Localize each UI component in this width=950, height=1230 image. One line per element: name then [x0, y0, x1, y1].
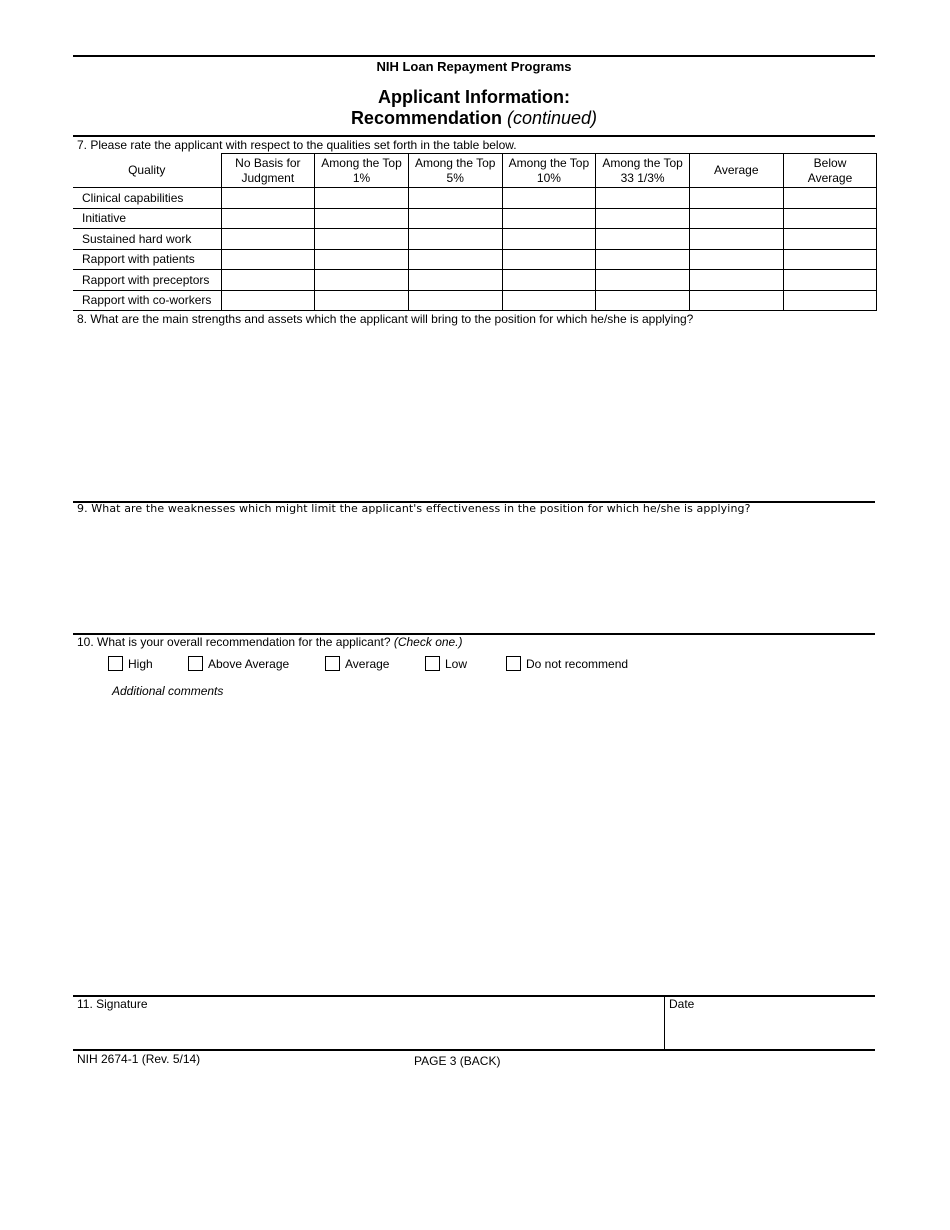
col-header-below-average: Below Average [783, 154, 877, 188]
rating-cell[interactable] [596, 229, 690, 250]
rating-cell[interactable] [596, 208, 690, 229]
rating-cell[interactable] [502, 188, 596, 209]
rating-cell[interactable] [596, 249, 690, 270]
option-above-average[interactable]: Above Average [188, 656, 289, 671]
rating-cell[interactable] [408, 208, 502, 229]
table-row [73, 188, 877, 209]
q10-prompt-hint: (Check one.) [393, 635, 463, 649]
col-header-average: Average [689, 154, 783, 188]
rating-cell[interactable] [783, 290, 877, 311]
rating-cell[interactable] [596, 290, 690, 311]
checkbox[interactable] [325, 656, 340, 671]
row-label: Rapport with patients [73, 249, 221, 270]
rating-cell[interactable] [783, 188, 877, 209]
rating-cell[interactable] [689, 229, 783, 250]
option-do-not-recommend[interactable]: Do not recommend [506, 656, 628, 671]
rating-cell[interactable] [689, 188, 783, 209]
rating-cell[interactable] [783, 208, 877, 229]
q7-prompt: 7. Please rate the applicant with respect to the qualities set forth in the table below. [77, 138, 517, 152]
col-header-no-basis: No Basis for Judgment [221, 154, 315, 188]
rating-cell[interactable] [221, 270, 315, 291]
rating-cell[interactable] [315, 208, 409, 229]
table-row [73, 290, 877, 311]
col-header-top-1: Among the Top 1% [315, 154, 409, 188]
rating-cell[interactable] [502, 270, 596, 291]
rating-cell[interactable] [408, 270, 502, 291]
date-field[interactable] [666, 1013, 875, 1048]
additional-comments-area[interactable] [73, 702, 875, 990]
rating-cell[interactable] [408, 290, 502, 311]
q9-prompt: 9. What are the weaknesses which might limit the applicant's effectiveness in the position for which he/she is applying? [77, 502, 751, 515]
q7-rule [73, 135, 875, 137]
col-header-quality: Quality [73, 154, 221, 188]
rating-cell[interactable] [408, 229, 502, 250]
rating-cell[interactable] [221, 188, 315, 209]
option-low[interactable]: Low [425, 656, 467, 671]
rating-cell[interactable] [689, 290, 783, 311]
rating-cell[interactable] [315, 270, 409, 291]
table-row [73, 208, 877, 229]
rating-cell[interactable] [502, 249, 596, 270]
rating-cell[interactable] [408, 188, 502, 209]
top-rule [73, 55, 875, 57]
page-title-continued: (continued) [506, 108, 598, 128]
rating-cell[interactable] [596, 270, 690, 291]
page-title-main: Recommendation [350, 108, 502, 128]
checkbox[interactable] [188, 656, 203, 671]
checkbox[interactable] [108, 656, 123, 671]
q8-answer-area[interactable] [73, 328, 875, 498]
page-title-line2 [73, 108, 875, 129]
program-name: NIH Loan Repayment Programs [376, 59, 572, 74]
bottom-rule [73, 1049, 875, 1051]
rating-cell[interactable] [315, 290, 409, 311]
row-label: Sustained hard work [73, 229, 221, 250]
rating-cell[interactable] [315, 249, 409, 270]
rating-cell[interactable] [596, 188, 690, 209]
rating-cell[interactable] [315, 229, 409, 250]
q10-prompt-text: 10. What is your overall recommendation for the applicant? [77, 635, 391, 649]
rating-cell[interactable] [502, 208, 596, 229]
rating-cell[interactable] [315, 188, 409, 209]
rating-cell[interactable] [783, 249, 877, 270]
rating-cell[interactable] [221, 208, 315, 229]
page-title-line1: Applicant Information: [378, 87, 570, 107]
q8-prompt: 8. What are the main strengths and assets which the applicant will bring to the position for which he/she is applying? [77, 312, 694, 326]
col-header-top-33: Among the Top 33 1/3% [596, 154, 690, 188]
rating-cell[interactable] [783, 270, 877, 291]
row-label: Rapport with preceptors [73, 270, 221, 291]
rating-cell[interactable] [502, 229, 596, 250]
checkbox[interactable] [425, 656, 440, 671]
rating-cell[interactable] [221, 229, 315, 250]
rating-cell[interactable] [689, 249, 783, 270]
rating-cell[interactable] [689, 208, 783, 229]
col-header-top-10: Among the Top 10% [502, 154, 596, 188]
table-row [73, 229, 877, 250]
row-label: Rapport with co-workers [73, 290, 221, 311]
additional-comments-label: Additional comments [112, 684, 224, 698]
date-label: Date [669, 997, 695, 1011]
q11-rule [73, 995, 875, 997]
rating-cell[interactable] [689, 270, 783, 291]
rating-cell[interactable] [408, 249, 502, 270]
col-header-top-5: Among the Top 5% [408, 154, 502, 188]
option-average[interactable]: Average [325, 656, 389, 671]
rating-table [73, 153, 877, 311]
checkbox[interactable] [506, 656, 521, 671]
rating-cell[interactable] [502, 290, 596, 311]
row-label: Clinical capabilities [73, 188, 221, 209]
table-row [73, 249, 877, 270]
rating-cell[interactable] [221, 249, 315, 270]
rating-cell[interactable] [221, 290, 315, 311]
q10-prompt [77, 635, 463, 649]
form-id: NIH 2674-1 (Rev. 5/14) [77, 1052, 201, 1066]
signature-divider [664, 995, 665, 1050]
signature-label: 11. Signature [77, 997, 148, 1011]
signature-field[interactable] [73, 1013, 663, 1048]
row-label: Initiative [73, 208, 221, 229]
rating-cell[interactable] [783, 229, 877, 250]
recommendation-options [108, 656, 668, 674]
table-row [73, 270, 877, 291]
q9-answer-area[interactable] [73, 518, 875, 628]
option-high[interactable]: High [108, 656, 153, 671]
page-number: PAGE 3 (BACK) [414, 1054, 501, 1068]
